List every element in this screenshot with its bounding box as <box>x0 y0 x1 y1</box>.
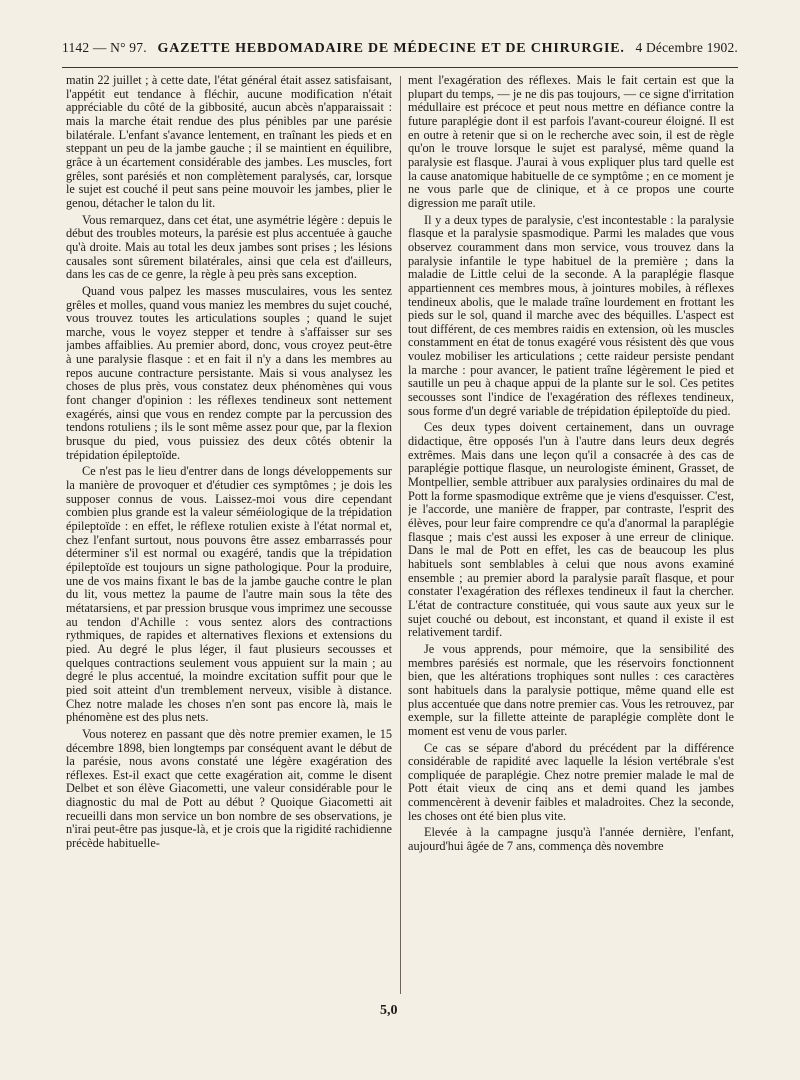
running-header <box>62 40 738 66</box>
right-column <box>408 74 734 996</box>
journal-title: GAZETTE HEBDOMADAIRE DE MÉDECINE ET DE CHIRURGIE. <box>157 41 625 56</box>
paragraph: Ce cas se sépare d'abord du précédent par la différence considérable de rapidité avec laquelle la lésion vertébrale s'est compliquée de paraplégie. Chez notre premier malade le mal de Pott était vieux de cinq ans et demi quand les jambes commencèrent à devenir faibles et maladroites. Chez la seconde, les choses ont été bien plus vite. <box>408 740 734 823</box>
paragraph: Vous noterez en passant que dès notre premier examen, le 15 décembre 1898, bien longtemps par conséquent avant le début de la parésie, nous avons constaté une légère exagération des réflexes. Est-il exact que cette exagération ait, comme le disent Delbet et son élève Giacometti, une valeur considérable pour le diagnostic du mal de Pott au début ? Quoique Giacometti ait recueilli dans mon service un bon nombre de ses observations, je n'irai peut-être pas jusque-là, et je crois que la rigidité rachidienne précède habituelle- <box>66 726 392 851</box>
paragraph: Il y a deux types de paralysie, c'est incontestable : la paralysie flasque et la paralysie spasmodique. Parmi les malades que vous observez couramment dans mon service, vous trouvez dans la paralysie infantile le type habituel de la première ; dans la maladie de Little celui de la seconde. A la paraplégie flasque appartiennent ces membres mous, à jointures mobiles, à réflexes tendineux abolis, que le malade traîne lourdement en frottant les pieds sur le sol, quand il marche avec des béquilles. L'aspect est tout différent, de ces membres raidis en extension, où les muscles constamment en état de tonus exagéré vous résistent dès que vous voulez mobiliser les articulations ; cette raideur persiste pendant la marche : pour avancer, le patient traîne légèrement le pied et sautille un peu à chaque appui de la plante sur le sol. Ces petites secousses sont l'indice de l'exagération des réflexes tendineux, sous forme d'un degré variable de trépidation épileptoïde du pied. <box>408 212 734 418</box>
issue-date: 4 Décembre 1902. <box>635 40 738 55</box>
issue-number: — N° 97. <box>92 40 147 55</box>
paragraph: ment l'exagération des réflexes. Mais le fait certain est que la plupart du temps, — je ne dis pas toujours, — ce signe d'irritation médullaire est précoce et peut nous mettre en défiance contre la future paraplégie dont il est parfois l'avant-coureur éloigné. Il est en outre à retenir que si on le recherche avec soin, il est de règle qu'on le trouve lorsque le sujet est paralysé, même quand la paralysie est flasque. J'aurai à vous expliquer plus tard quelle est la cause anatomique habituelle de ce symptôme ; en ce moment je ne vous parle que de clinique, et à ce propos une courte digression me paraît utile. <box>408 74 734 210</box>
page-folio: 5,0 <box>380 1003 398 1018</box>
paragraph: Ce n'est pas le lieu d'entrer dans de longs développements sur la manière de provoquer et d'étudier ces symptômes ; je dois les supposer connus de vous. Laissez-moi vous dire cependant combien plus grande est la valeur séméiologique de la trépidation épileptoïde : en effet, le réflexe rotulien existe à l'état normal et, chez l'enfant surtout, nous pouvons être assez embarrassés pour déterminer s'il est normal ou exagéré, tandis que la trépidation épileptoïde est toujours un signe pathologique. Pour la produire, une de vos mains fixant le bas de la jambe gauche contre le plan du lit, vous mettez la paume de l'autre main sous la tête des métatarsiens, et par pression brusque vous imprimez une secousse au tendon d'Achille : vous sentez alors des contractions rythmiques, de rapides et alternatives flexions et extensions du pied. Au degré le plus léger, il faut plusieurs secousses et quelques contractions seulement vous appuient sur la main ; au degré le plus accentué, la moindre excitation suffit pour que le pied soit atteint d'un tremblement nerveux, visible à distance. Chez notre malade les choses n'en sont pas encore là, mais le phénomène est des plus nets. <box>66 464 392 725</box>
paragraph: Je vous apprends, pour mémoire, que la sensibilité des membres parésiés est normale, que les réservoirs fonctionnent bien, que les altérations trophiques sont nulles : ces caractères sont habituels dans la paralysie pottique, même quand elle est plus accentuée que dans notre premier cas. Vous les retrouvez, par exemple, sur la fillette atteinte de paraplégie complète dont le moment est venu de vous parler. <box>408 641 734 738</box>
paragraph: Vous remarquez, dans cet état, une asymétrie légère : depuis le début des troubles moteurs, la parésie est plus accentuée à gauche qu'à droite. Mais au total les deux jambes sont prises ; les lésions causales sont sûrement bilatérales, ainsi que cela est d'ailleurs, dans les cas de ce genre, la règle à peu près sans exception. <box>66 212 392 282</box>
page-number: 1142 <box>62 40 90 55</box>
paragraph: matin 22 juillet ; à cette date, l'état général était assez satisfaisant, l'appétit eut tendance à fléchir, aucune modification n'était appréciable du côté de la gibbosité, aucun abcès n'apparaissait : mais la marche était rendue des plus pénibles par une parésie bilatérale. L'enfant s'avance lentement, en traînant les pieds et en steppant un peu de la jambe gauche ; il se maintient en équilibre, grâce à un écartement considérable des jambes. Les muscles, fort grêles, sont parésiés et non complètement paralysés, car, lorsque le sujet est couché il peut sans peine mouvoir les jambes, plier le genou, détacher le talon du lit. <box>66 74 392 210</box>
paragraph: Elevée à la campagne jusqu'à l'année dernière, l'enfant, aujourd'hui âgée de 7 ans, commença dès novembre <box>408 825 734 854</box>
paragraph: Ces deux types doivent certainement, dans un ouvrage didactique, être opposés l'un à l'autre dans leurs deux degrés extrêmes. Mais dans une leçon qu'il a consacrée à des cas de paraplégie pottique flasque, un neurologiste éminent, Grasset, de Montpellier, semble attribuer aux paralysies ordinaires du mal de Pott la forme spasmodique extrême que je viens d'esquisser. C'est, je l'accorde, une manière de frapper, par contraste, l'esprit des élèves, pour leur faire comprendre ce qu'a d'anormal la paraplégie flasque ; mais c'est aussi les exposer à une erreur de clinique. Dans le mal de Pott en effet, les cas de beaucoup les plus habituels sont semblables à celui que nous avons examiné ensemble ; au premier abord la paralysie paraît flasque, et pour constater l'exagération des réflexes tendineux il faut la chercher. L'état de contracture constituée, qui vous saute aux yeux sur le sujet couché ou debout, est inconstant, et quand il existe il est relativement tardif. <box>408 420 734 640</box>
header-rule <box>62 67 738 68</box>
left-column <box>66 74 392 996</box>
column-divider <box>400 76 401 994</box>
page-number-group <box>62 40 147 56</box>
paragraph: Quand vous palpez les masses musculaires, vous les sentez grêles et molles, quand vous maniez les membres du sujet couché, vous trouvez toutes les articulations souples ; quand le sujet marche, vous le voyez stepper et tendre à s'affaisser sur ses jambes affaiblies. Au premier abord, donc, vous croyez peut-être à une paralysie flasque : et en fait il n'y a dans les membres au repos aucune contracture persistante. Mais si vous analysez les choses de plus près, vous constatez deux phénomènes qui vous font changer d'opinion : les réflexes tendineux sont nettement exagérés, ainsi que vous en rendez compte par la percussion des tendons rotuliens ; ils le sont même assez pour que, par la flexion brusque du pied, vous puissiez des deux côtés obtenir la trépidation épileptoïde. <box>66 283 392 462</box>
